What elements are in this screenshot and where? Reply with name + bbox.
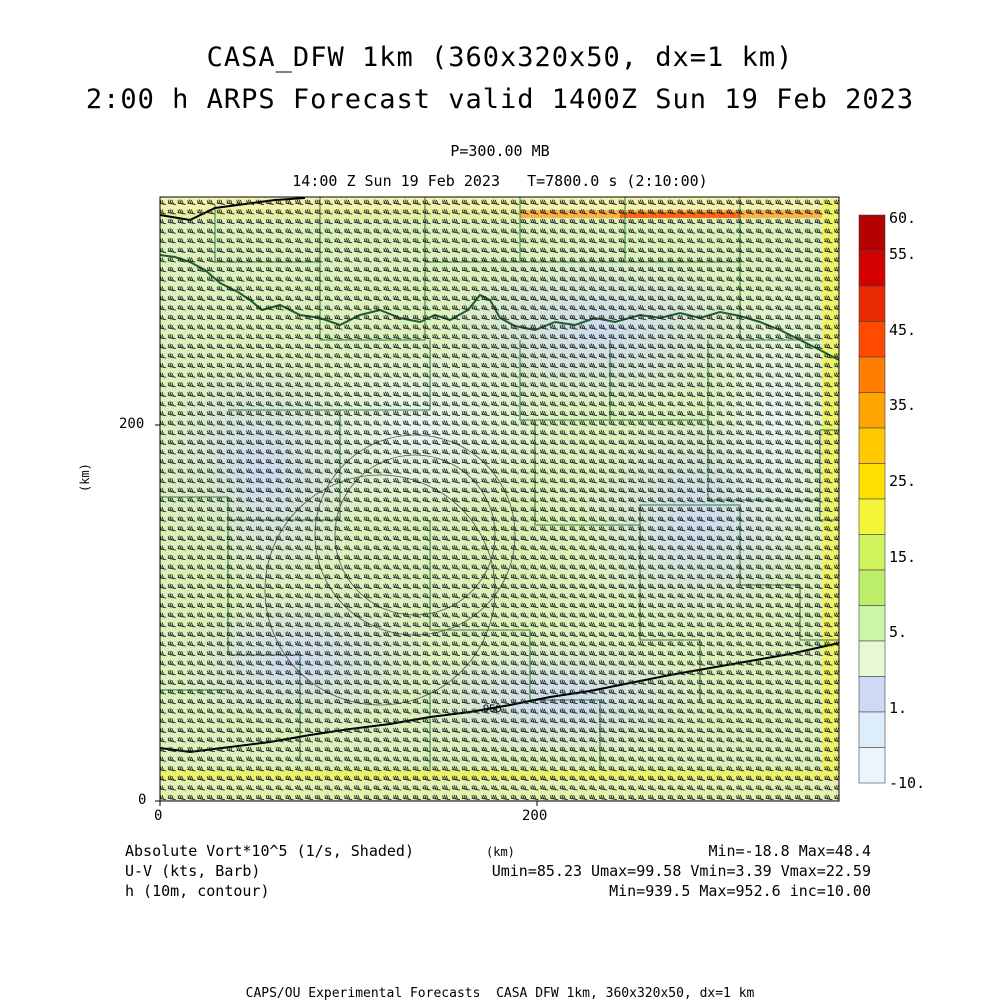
pressure-level-label: P=300.00 MB (450, 142, 550, 160)
colorbar-swatch (859, 464, 885, 500)
colorbar-swatch (859, 286, 885, 322)
contour-label: 950 (483, 703, 502, 715)
colorbar-label-35: 35. (889, 396, 917, 414)
x-tick-200: 200 (522, 808, 548, 824)
legend-barb-field: U-V (kts, Barb) (125, 862, 261, 880)
legend-contour-field: h (10m, contour) (125, 882, 270, 900)
x-axis-unit: (km) (486, 845, 515, 859)
colorbar-label-60: 60. (889, 209, 917, 227)
y-tick-0: 0 (138, 792, 147, 808)
colorbar-swatch (859, 322, 885, 358)
colorbar-swatch (859, 499, 885, 535)
colorbar-swatch (859, 215, 885, 251)
stats-vorticity: Min=-18.8 Max=48.4 (708, 842, 871, 860)
colorbar-label-1: 1. (889, 699, 908, 717)
colorbar-swatch (859, 748, 885, 784)
stats-height: Min=939.5 Max=952.6 inc=10.00 (609, 882, 871, 900)
valid-time-label: 14:00 Z Sun 19 Feb 2023 T=7800.0 s (2:10:00) (292, 172, 708, 190)
colorbar-label-55: 55. (889, 245, 917, 263)
colorbar-swatch (859, 712, 885, 748)
colorbar-swatch (859, 570, 885, 606)
stats-wind: Umin=85.23 Umax=99.58 Vmin=3.39 Vmax=22.59 (491, 862, 871, 880)
colorbar-label-5: 5. (889, 623, 908, 641)
colorbar-label-neg10: -10. (889, 774, 926, 792)
y-tick-200: 200 (119, 416, 145, 432)
footer-credit: CAPS/OU Experimental Forecasts CASA DFW 1km, 360x320x50, dx=1 km (245, 986, 755, 1001)
colorbar-label-45: 45. (889, 321, 917, 339)
plot-subtitle: 2:00 h ARPS Forecast valid 1400Z Sun 19 Feb 2023 (85, 84, 915, 115)
colorbar-swatch (859, 641, 885, 677)
colorbar (859, 215, 885, 783)
colorbar-label-15: 15. (889, 548, 917, 566)
y-axis-unit: (km) (78, 463, 92, 492)
colorbar-swatch (859, 535, 885, 571)
colorbar-swatch (859, 251, 885, 287)
colorbar-swatch (859, 393, 885, 429)
x-tick-0: 0 (154, 808, 163, 824)
colorbar-swatch (859, 677, 885, 713)
colorbar-swatch (859, 357, 885, 393)
colorbar-label-25: 25. (889, 472, 917, 490)
legend-shaded-field: Absolute Vort*10^5 (1/s, Shaded) (125, 842, 414, 860)
colorbar-swatch (859, 606, 885, 642)
colorbar-swatch (859, 428, 885, 464)
plot-title: CASA_DFW 1km (360x320x50, dx=1 km) (206, 42, 794, 73)
